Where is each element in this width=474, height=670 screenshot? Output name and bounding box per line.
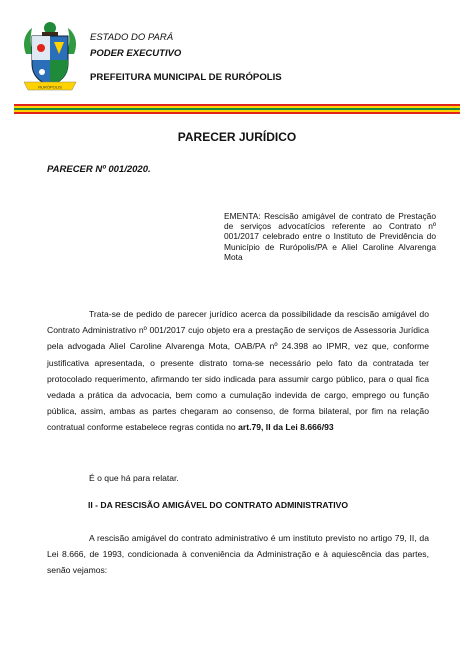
paragraph-intro-text: Trata-se de pedido de parecer jurídico acerca da possibilidade da rescisão amigável do Contrato Administrativo nº 001/2017 cujo objeto era a prestação de serviços de Assessoria Jurídica pela advogada Aliel Caroline Alvarenga Mota, OAB/PA nº 24.398 ao IPMR, vez que, conforme justificativa apresentada, o presente distrato toma-se necessário pelo fato da contratada ter protocolado requerimento, afirmando ter sido indicada para assumir cargo público, para o qual fica vedada a prática da advocacia, bem como a cumulação indevida de cargo, emprego ou função pública, assim, ambas as partes chegaram ao consenso, de forma bilateral, por fim na relação contratual conforme estabelece regras contida no bbox=[47, 309, 429, 433]
ementa-text: EMENTA: Rescisão amigável de contrato de Prestação de serviços advocatícios referente ao Contrato nº 001/2017 celebrado entre o Instituto de Previdência do Município de Rurópolis/PA e Aliel Caroline Alvarenga Mota bbox=[224, 211, 436, 262]
header-prefecture: PREFEITURA MUNICIPAL DE RURÓPOLIS bbox=[90, 72, 282, 83]
legal-reference: art.79, II da Lei 8.666/93 bbox=[238, 422, 334, 433]
header-executive-power: PODER EXECUTIVO bbox=[90, 48, 182, 59]
svg-text:RURÓPOLIS: RURÓPOLIS bbox=[38, 84, 62, 90]
header-state: ESTADO DO PARÁ bbox=[90, 32, 174, 43]
parecer-number: PARECER Nº 001/2020. bbox=[47, 164, 151, 175]
paragraph-conclusion: É o que há para relatar. bbox=[89, 473, 179, 483]
header-color-stripes bbox=[14, 104, 460, 114]
paragraph-intro bbox=[47, 306, 429, 436]
municipal-crest-logo bbox=[20, 20, 80, 94]
paragraph-section-body: A rescisão amigável do contrato administrativo é um instituto previsto no artigo 79, II, da Lei 8.666, de 1993, condicionada à conveniência da Administração e à aquiescência das partes, senão vejamos: bbox=[47, 533, 429, 576]
document-title: PARECER JURÍDICO bbox=[177, 130, 297, 144]
section-title: II - DA RESCISÃO AMIGÁVEL DO CONTRATO ADMINISTRATIVO bbox=[88, 500, 349, 510]
